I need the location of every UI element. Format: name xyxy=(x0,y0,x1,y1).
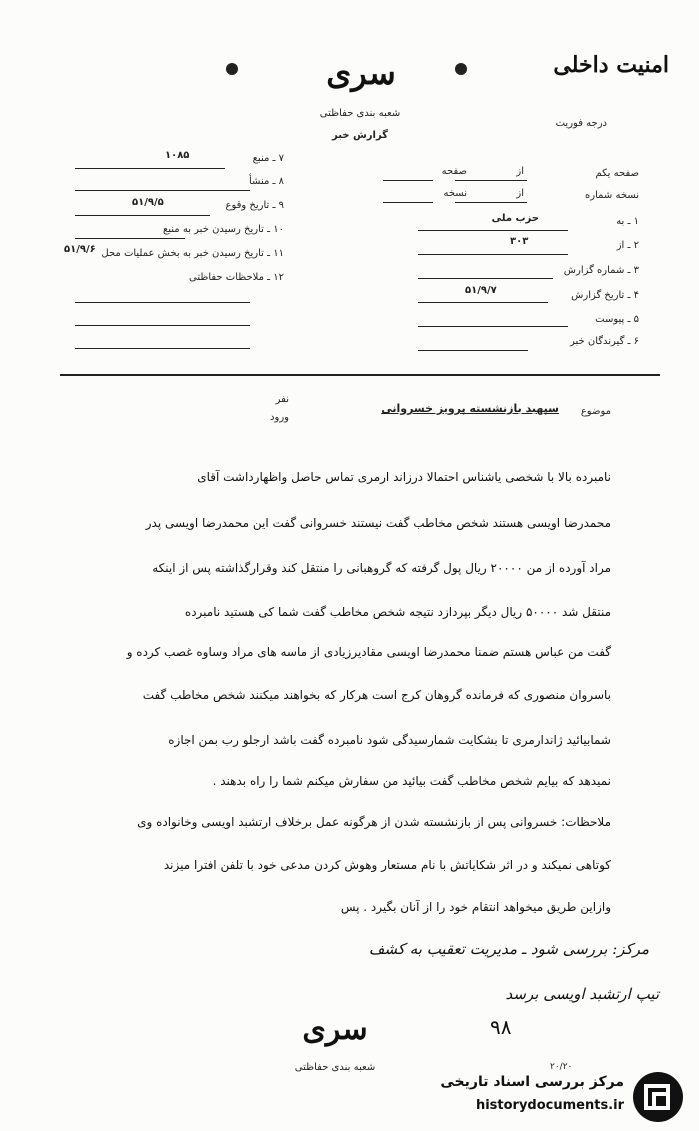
field-report-date-value: ۵۱/۹/۷ xyxy=(465,285,497,296)
body-line-5: گفت من عباس هستم ضمنا محمدرضا اویسی مقادیرزیادی از ماسه های مراد وساوه غصب کرده و xyxy=(126,645,611,659)
classification-text: سری xyxy=(326,54,396,92)
field-copy-line-2 xyxy=(383,202,433,203)
field-origin-label: ۸ ـ منشأ xyxy=(248,176,284,187)
field-attachment-label: ۵ ـ پیوست xyxy=(595,314,639,325)
handwritten-note-2: تیپ ارتشبد اویسی برسد xyxy=(505,985,659,1003)
report-type: گزارش خبر xyxy=(331,130,388,141)
stamp-line-1: نفر xyxy=(275,394,289,405)
field-report-number-line xyxy=(418,278,553,279)
archive-watermark xyxy=(410,1070,690,1124)
field-copy-from: از xyxy=(516,188,524,199)
subject-value: سپهبد بازنشسته پرویز خسروانی xyxy=(381,402,559,415)
branch-label: شعبه بندی حفاظتی xyxy=(319,108,401,119)
field-report-date-line xyxy=(418,302,548,303)
field-security-line-1 xyxy=(75,302,250,303)
field-copy-number-label: نسخه شماره xyxy=(585,190,639,201)
body-line-6: باسروان منصوری که فرمانده گروهان کرج است هرکار که بخواهند میکنند شخص مخاطب گفت xyxy=(142,688,611,702)
field-ops-date-label: ۱۱ ـ تاریخ رسیدن خبر به بخش عملیات محل xyxy=(101,248,284,259)
body-line-11: وازاین طریق میخواهد انتقام خود را از آنان بگیرد . پس xyxy=(340,900,611,914)
footer-ref-code: ۲۰/۲۰ xyxy=(550,1062,573,1072)
field-copy-line xyxy=(455,202,527,203)
field-security-notes-label: ۱۲ ـ ملاحظات حفاظتی xyxy=(189,272,284,283)
field-to-label: ۱ ـ به xyxy=(616,216,639,227)
field-page-from: از xyxy=(516,166,524,177)
archive-logo-icon xyxy=(630,1070,686,1124)
field-from-label: ۲ ـ از xyxy=(616,240,639,251)
body-line-7: شمابیائید ژاندارمری تا بشکایت شمارسیدگی شود نامبرده گفت باشد ارجلو رب بمن اجازه xyxy=(168,733,611,747)
field-page-line xyxy=(455,180,527,181)
field-security-line-3 xyxy=(75,348,250,349)
header-separator xyxy=(60,374,660,376)
field-page-first-label: صفحه یکم xyxy=(595,168,639,179)
field-recipients-label: ۶ ـ گیرندگان خبر xyxy=(569,336,639,347)
body-line-4: منتقل شد ۵۰۰۰۰ ریال دیگر بپردازد نتیجه شخص مخاطب گفت شما کی هستید نامبرده xyxy=(184,605,611,619)
body-line-2: محمدرضا اویسی هستند شخص مخاطب گفت نیستند خسروانی گفت این محمدرضا اویسی پدر xyxy=(145,516,611,530)
field-received-label: ۱۰ ـ تاریخ رسیدن خبر به منبع xyxy=(162,224,284,235)
field-report-date-label: ۴ ـ تاریخ گزارش xyxy=(571,290,639,301)
field-security-line-2 xyxy=(75,325,250,326)
field-source-value: ۱۰۸۵ xyxy=(165,150,190,161)
footer-branch: شعبه بندی حفاظتی xyxy=(294,1062,376,1073)
binder-hole-left xyxy=(226,63,238,75)
field-from-value: ۳۰۳ xyxy=(510,236,529,247)
field-event-date-line xyxy=(75,215,210,216)
urgency-label: درجه فوریت xyxy=(555,118,607,129)
field-report-number-label: ۳ ـ شماره گزارش xyxy=(563,265,639,276)
field-attachment-line xyxy=(418,326,568,327)
office-name: امنیت داخلی xyxy=(553,52,669,78)
field-page-line-2 xyxy=(383,180,433,181)
handwritten-number: ۹۸ xyxy=(490,1015,512,1039)
field-page-word: صفحه xyxy=(441,166,467,177)
classification-stamp xyxy=(276,54,446,92)
field-from-line xyxy=(418,254,568,255)
body-line-3: مراد آورده از من ۲۰۰۰۰ ریال پول گرفته که گروهبانی را منتقل کند وقرارگذاشته پس از اینکه xyxy=(152,561,611,575)
field-copy-word: نسخه xyxy=(443,188,467,199)
field-event-date-label: ۹ ـ تاریخ وقوع xyxy=(225,200,284,211)
field-received-line xyxy=(75,238,185,239)
field-to-line xyxy=(418,230,568,231)
watermark-site: historydocuments.ir xyxy=(475,1098,624,1113)
field-event-date-value: ۵۱/۹/۵ xyxy=(132,197,164,208)
field-to-value: حزب ملی xyxy=(491,213,539,224)
body-line-10: کوتاهی نمیکند و در اثر شکایاتش با نام مستعار وهوش کردن مدعی خود با تلفن افترا میزند xyxy=(163,858,611,872)
field-ops-date-value: ۵۱/۹/۶ xyxy=(64,244,96,255)
field-origin-line xyxy=(75,190,250,191)
footer-classification-text: سری xyxy=(302,1012,368,1047)
body-line-9: ملاحظات: خسروانی پس از بازنشسته شدن از هرگونه عمل برخلاف ارتشبد اویسی وخانواده وی xyxy=(137,815,611,829)
binder-hole-right xyxy=(455,63,467,75)
watermark-org-name: مرکز بررسی اسناد تاریخی xyxy=(440,1074,624,1090)
stamp-line-2: ورود xyxy=(270,412,289,423)
field-source-line xyxy=(75,168,225,169)
field-recipients-line xyxy=(418,350,528,351)
field-source-label: ۷ ـ منبع xyxy=(252,153,284,164)
handwritten-note-1: مرکز: بررسی شود ـ مدیریت تعقیب به کشف xyxy=(368,940,649,958)
body-line-8: نمیدهد که بیایم شخص مخاطب گفت بیائید من سفارش میکنم شما را راه بدهند . xyxy=(212,774,611,788)
footer-classification-stamp xyxy=(250,1012,420,1047)
subject-label: موضوع xyxy=(580,406,611,417)
body-line-1: نامبرده بالا با شخصی یاشناس احتمالا درزاند ارمری تماس حاصل واظهارداشت آقای xyxy=(197,470,611,484)
